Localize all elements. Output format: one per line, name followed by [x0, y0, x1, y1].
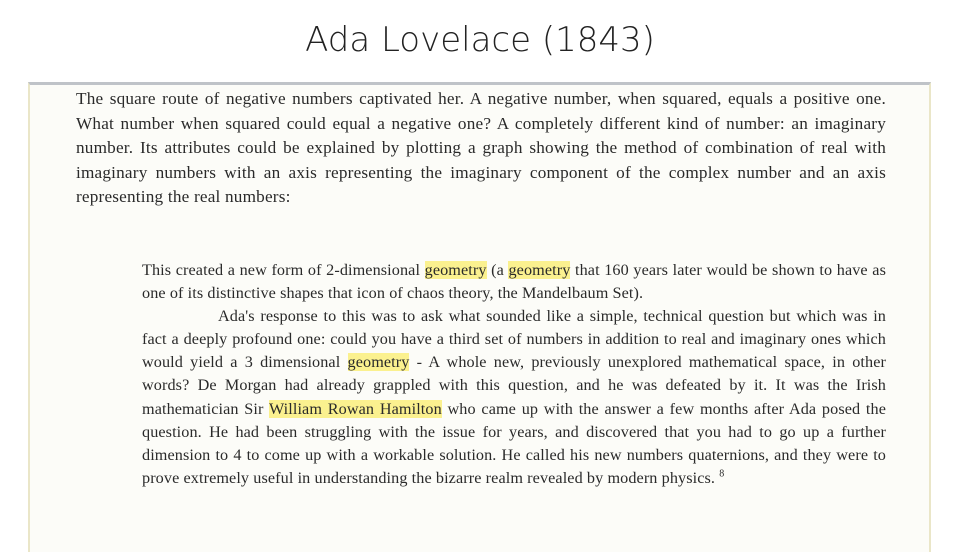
quote-text: who came up with the answer a few months after Ada posed the question. He had been struggling with the issue for years, and discovered that you had to go up a further dimension to 4 to come up with a workable solution. He called his new numbers quaternions, and they were to prove extremely useful in understanding the bizarre realm revealed by modern physics. [142, 399, 887, 487]
quote-paragraph-1 [142, 259, 886, 305]
highlight-geometry: geometry [347, 353, 410, 372]
highlight-geometry: geometry [424, 261, 487, 279]
quote-text: - A whole new, previously unexplored mathematical space, in other words? De Morgan had already grappled with this question, and he was defeated by it. It was the Irish mathematician Sir [142, 353, 886, 418]
block-quote [142, 259, 886, 490]
slide-title: Ada Lovelace (1843) [305, 20, 655, 60]
scanned-page [28, 82, 931, 552]
quote-text: Ada's response to this was to ask what sounded like a simple, technical question but which was in fact a deeply profound one: could you have a third set of numbers in addition to real and imaginary ones which would yield a 3 dimensional [142, 307, 886, 372]
highlight-geometry: geometry [508, 261, 571, 279]
highlight-hamilton: William Rowan Hamilton [268, 399, 442, 418]
footnote-marker: 8 [719, 468, 725, 480]
intro-paragraph: The square route of negative numbers captivated her. A negative number, when squared, equals a positive one. What number when squared could equal a negative one? A completely different kind of number: an imaginary number. Its attributes could be explained by plotting a graph showing the method of combination of real with imaginary numbers with an axis representing the imaginary component of the complex number and an axis representing the real numbers: [76, 89, 886, 207]
quote-text: (a [486, 261, 509, 279]
quote-text: This created a new form of 2-dimensional [142, 261, 425, 279]
quote-paragraph-2 [142, 305, 886, 490]
quote-text: that 160 years later would be shown to have as one of its distinctive shapes that icon of chaos theory, the Mandelbaum Set). [142, 261, 886, 303]
